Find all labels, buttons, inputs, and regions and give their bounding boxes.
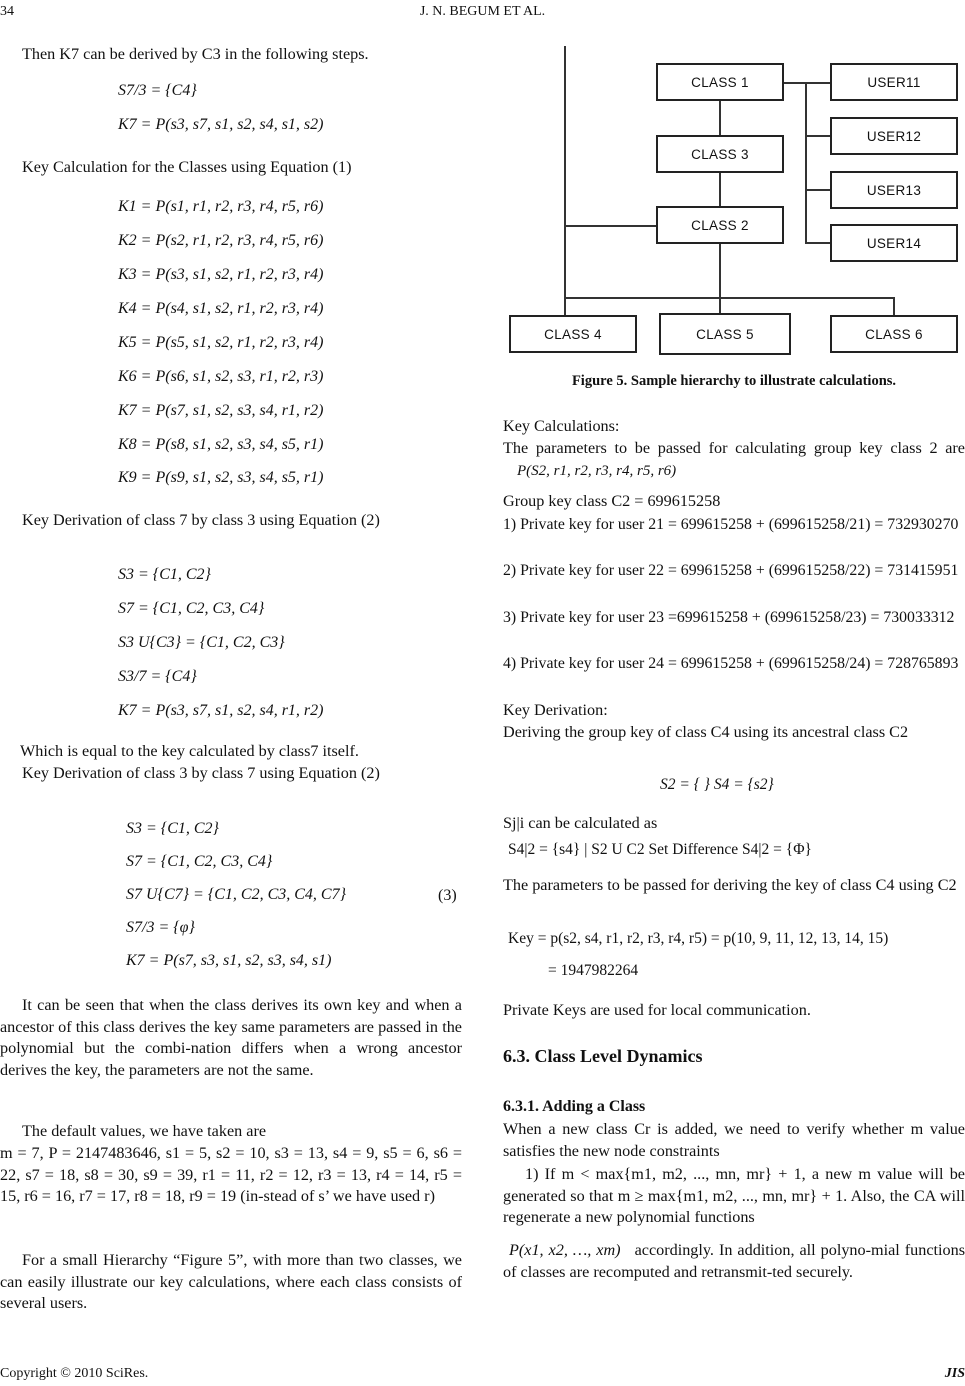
- equation: S7/3 = {C4}: [118, 82, 197, 99]
- paragraph: When a new class Cr is added, we need to verify whether m value satisfies the new node constraints: [503, 1120, 965, 1160]
- paragraph: 1) If m < max{m1, m2, ..., mn, mr} + 1, a new m value will be generated so that m ≥ max{m1, m2, ..., mn, mr} + 1. Also, the CA will regenerate a new polynomial functions: [503, 1165, 965, 1227]
- equation: P(S2, r1, r2, r3, r4, r5, r6): [517, 462, 677, 479]
- equation: S3 = {C1, C2}: [118, 566, 211, 583]
- label: Key Calculations:: [503, 417, 620, 435]
- intro-text: Then K7 can be derived by C3 in the following steps.: [22, 45, 369, 63]
- paragraph: It can be seen that when the class derives its own key and when a ancestor of this class derives the key same parameters are passed in the polynomial but the combi-nation differs when a wrong ancestor derives the key, the parameters are not the same.: [0, 996, 462, 1079]
- user-11-node: USER11: [830, 63, 958, 101]
- equation: K7 = P(s7, s3, s1, s2, s3, s4, s1): [126, 952, 332, 969]
- class-6-node: CLASS 6: [830, 315, 958, 353]
- equation: S7 = {C1, C2, C3, C4}: [118, 600, 265, 617]
- equation: Key = p(s2, s4, r1, r2, r3, r4, r5) = p(10, 9, 11, 12, 13, 14, 15): [508, 930, 889, 947]
- equation: S7 = {C1, C2, C3, C4}: [126, 853, 273, 870]
- equation: K8 = P(s8, s1, s2, s3, s4, s5, r1): [118, 436, 324, 453]
- section-heading: Key Calculation for the Classes using Equation (1): [22, 158, 352, 176]
- conclusion-text: Which is equal to the key calculated by class7 itself.: [20, 742, 359, 760]
- section-heading: Key Derivation of class 7 by class 3 using Equation (2): [22, 511, 380, 529]
- group-key-text: Group key class C2 = 699615258: [503, 492, 721, 510]
- user-13-node: USER13: [830, 171, 958, 209]
- private-key-item: 1) Private key for user 21 = 699615258 + (699615258/21) = 732930270: [503, 516, 959, 533]
- user-12-node: USER12: [830, 117, 958, 155]
- equation: P(x1, x2, …, xm): [509, 1241, 621, 1259]
- user-14-node: USER14: [830, 224, 958, 262]
- equation: K7 = P(s3, s7, s1, s2, s4, r1, r2): [118, 702, 324, 719]
- equation-number: (3): [438, 887, 457, 904]
- paragraph: Sj|i can be calculated as: [503, 814, 658, 832]
- paragraph: For a small Hierarchy “Figure 5”, with more than two classes, we can easily illustrate our key calculations, where each class consists of several users.: [0, 1251, 462, 1313]
- copyright: Copyright © 2010 SciRes.: [0, 1366, 149, 1381]
- equation: K9 = P(s9, s1, s2, s3, s4, s5, r1): [118, 469, 324, 486]
- private-key-item: 4) Private key for user 24 = 699615258 + (699615258/24) = 728765893: [503, 655, 959, 672]
- page-number: 34: [0, 4, 14, 19]
- paragraph: m = 7, P = 2147483646, s1 = 5, s2 = 10, s3 = 13, s4 = 9, s5 = 6, s6 = 22, s7 = 18, s8 = 30, s9 = 39, r1 = 11, r2 = 12, r3 = 13, r4 = 14, r5 = 15, r6 = 16, r7 = 17, r8 = 18, r9 = 19 (in-stead of s’ we have used r): [0, 1144, 462, 1206]
- private-key-item: 2) Private key for user 22 = 699615258 + (699615258/22) = 731415951: [503, 562, 959, 579]
- equation: K6 = P(s6, s1, s2, s3, r1, r2, r3): [118, 368, 324, 385]
- paragraph-lead: The default values, we have taken are: [22, 1122, 267, 1140]
- journal-abbrev: JIS: [944, 1366, 965, 1381]
- subsection-title: 6.3.1. Adding a Class: [503, 1098, 646, 1115]
- paragraph: The parameters to be passed for calculating group key class 2 are P(S2, r1, r2, r3, r4, r5, r6): [503, 439, 965, 479]
- section-heading: Key Derivation of class 3 by class 7 using Equation (2): [22, 764, 380, 782]
- equation: S3 = {C1, C2}: [126, 820, 219, 837]
- private-key-item: 3) Private key for user 23 =699615258 + (699615258/23) = 730033312: [503, 609, 955, 626]
- class-4-node: CLASS 4: [509, 315, 637, 353]
- paragraph: Deriving the group key of class C4 using its ancestral class C2: [503, 723, 909, 741]
- section-title: 6.3. Class Level Dynamics: [503, 1046, 703, 1066]
- paragraph: Private Keys are used for local communication.: [503, 1001, 811, 1019]
- equation: S2 = { } S4 = {s2}: [660, 776, 774, 793]
- equation: K2 = P(s2, r1, r2, r3, r4, r5, r6): [118, 232, 324, 249]
- equation: S4|2 = {s4} | S2 U C2 Set Difference S4|2 = {Φ}: [508, 841, 812, 858]
- class-5-node: CLASS 5: [659, 313, 791, 355]
- running-title: J. N. BEGUM ET AL.: [419, 4, 546, 19]
- equation: S3/7 = {C4}: [118, 668, 197, 685]
- class-2-node: CLASS 2: [656, 206, 784, 244]
- equation: K5 = P(s5, s1, s2, r1, r2, r3, r4): [118, 334, 324, 351]
- equation: K7 = P(s3, s7, s1, s2, s4, s1, s2): [118, 116, 324, 133]
- equation: S7 U{C7} = {C1, C2, C3, C4, C7}: [126, 886, 346, 903]
- equation: K3 = P(s3, s1, s2, r1, r2, r3, r4): [118, 266, 324, 283]
- equation: K1 = P(s1, r1, r2, r3, r4, r5, r6): [118, 198, 324, 215]
- paragraph: P(x1, x2, …, xm) accordingly. In addition, all polyno-mial functions of classes are recomputed and retransmit-ted securely.: [503, 1241, 965, 1281]
- equation: S3 U{C3} = {C1, C2, C3}: [118, 634, 285, 651]
- figure-caption: Figure 5. Sample hierarchy to illustrate calculations.: [571, 373, 897, 389]
- label: Key Derivation:: [503, 701, 608, 719]
- equation: S7/3 = {φ}: [126, 919, 195, 936]
- equation: = 1947982264: [548, 962, 639, 979]
- equation: K7 = P(s7, s1, s2, s3, s4, r1, r2): [118, 402, 324, 419]
- class-1-node: CLASS 1: [656, 63, 784, 101]
- equation: K4 = P(s4, s1, s2, r1, r2, r3, r4): [118, 300, 324, 317]
- paragraph: The parameters to be passed for deriving the key of class C4 using C2: [503, 876, 957, 894]
- class-3-node: CLASS 3: [656, 135, 784, 173]
